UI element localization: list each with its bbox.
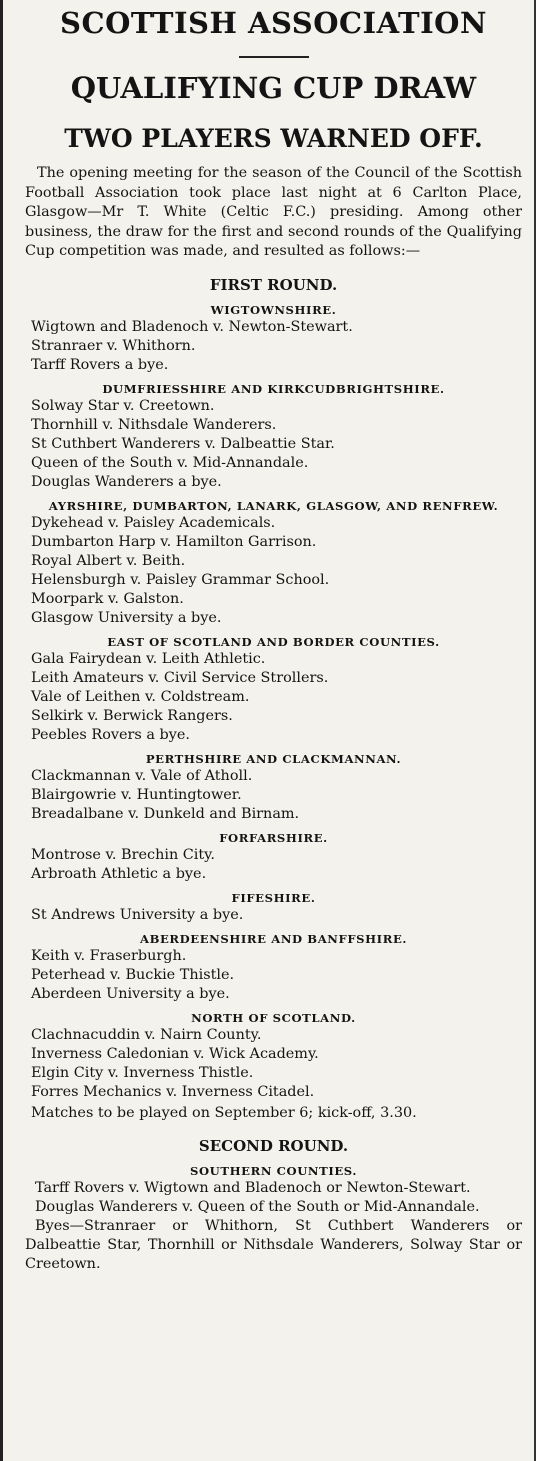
fixture: Arbroath Athletic a bye. (31, 865, 207, 882)
article-title: SCOTTISH ASSOCIATION (60, 6, 487, 40)
fixture: Elgin City v. Inverness Thistle. (31, 1064, 254, 1081)
section-ayrshire (25, 498, 522, 628)
section-perthshire (25, 751, 522, 824)
second-round-fixture: Douglas Wanderers v. Queen of the South or Mid-Annandale. (35, 1198, 480, 1215)
fixture: St Cuthbert Wanderers v. Dalbeattie Star. (31, 435, 335, 452)
first-round-heading: FIRST ROUND. (209, 275, 338, 294)
fixture: Dykehead v. Paisley Academicals. (31, 514, 276, 531)
fixture: Forres Mechanics v. Inverness Citadel. (31, 1083, 315, 1100)
section-heading: FIFESHIRE. (231, 890, 316, 905)
section-forfarshire (25, 830, 522, 884)
article-headline: TWO PLAYERS WARNED OFF. (64, 124, 483, 153)
fixture: Breadalbane v. Dunkeld and Birnam. (31, 805, 300, 822)
fixture: Clachnacuddin v. Nairn County. (31, 1026, 262, 1043)
intro-paragraph: The opening meeting for the season of the Council of the Scottish Football Association took place last night at 6 Carlton Place, Glasgow—Mr T. White (Celtic F.C.) presiding. Among other business, the draw for the first and second rounds of the Qualifying Cup competition was made, and resulted as follows:— (25, 165, 522, 259)
fixture: Thornhill v. Nithsdale Wanderers. (31, 416, 277, 433)
article-subtitle: QUALIFYING CUP DRAW (70, 71, 477, 105)
section-heading: AYRSHIRE, DUMBARTON, LANARK, GLASGOW, AND RENFREW. (48, 498, 499, 513)
fixture: Keith v. Fraserburgh. (31, 947, 187, 964)
section-heading: ABERDEENSHIRE AND BANFFSHIRE. (139, 931, 408, 946)
fixture: Selkirk v. Berwick Rangers. (31, 707, 233, 724)
fixture: Peterhead v. Buckie Thistle. (31, 966, 235, 983)
fixture: Tarff Rovers a bye. (31, 356, 169, 373)
fixture: Solway Star v. Creetown. (31, 397, 215, 414)
fixture: Clackmannan v. Vale of Atholl. (31, 767, 253, 784)
section-wigtownshire (25, 302, 522, 375)
fixture: Aberdeen University a bye. (31, 985, 230, 1002)
fixture: Helensburgh v. Paisley Grammar School. (31, 571, 330, 588)
fixture: Wigtown and Bladenoch v. Newton-Stewart. (31, 318, 353, 335)
section-southern-counties: SOUTHERN COUNTIES. (190, 1163, 357, 1178)
fixture: Moorpark v. Galston. (31, 590, 184, 607)
section-heading: NORTH OF SCOTLAND. (191, 1010, 356, 1025)
section-aberdeenshire (25, 931, 522, 1004)
section-fifeshire (25, 890, 522, 925)
fixture: Vale of Leithen v. Coldstream. (31, 688, 250, 705)
section-heading: FORFARSHIRE. (219, 830, 328, 845)
second-round-byes: Byes—Stranraer or Whithorn, St Cuthbert Wanderers or Dalbeattie Star, Thornhill or Nithsdale Wanderers, Solway Star or Creetown. (25, 1217, 522, 1272)
fixture: Gala Fairydean v. Leith Athletic. (31, 650, 266, 667)
fixture: Inverness Caledonian v. Wick Academy. (31, 1045, 319, 1062)
fixture: Peebles Rovers a bye. (31, 726, 190, 743)
fixture: St Andrews University a bye. (31, 906, 244, 923)
section-dumfriesshire (25, 381, 522, 492)
fixture: Glasgow University a bye. (31, 609, 222, 626)
section-heading: EAST OF SCOTLAND AND BORDER COUNTIES. (107, 634, 440, 649)
section-north-of-scotland (25, 1010, 522, 1102)
fixture: Dumbarton Harp v. Hamilton Garrison. (31, 533, 317, 550)
fixture: Queen of the South v. Mid-Annandale. (31, 454, 309, 471)
second-round-heading: SECOND ROUND. (198, 1136, 349, 1155)
fixture: Montrose v. Brechin City. (31, 846, 215, 863)
fixture: Leith Amateurs v. Civil Service Strollers. (31, 669, 329, 686)
fixture: Stranraer v. Whithorn. (31, 337, 196, 354)
kickoff-note: Matches to be played on September 6; kick-off, 3.30. (31, 1104, 417, 1121)
fixture: Blairgowrie v. Huntingtower. (31, 786, 242, 803)
section-heading: WIGTOWNSHIRE. (210, 302, 337, 317)
section-heading: PERTHSHIRE AND CLACKMANNAN. (145, 751, 402, 766)
fixture: Douglas Wanderers a bye. (31, 473, 222, 490)
fixture: Royal Albert v. Beith. (31, 552, 186, 569)
second-round-fixture: Tarff Rovers v. Wigtown and Bladenoch or Newton-Stewart. (35, 1179, 471, 1196)
section-east-of-scotland (25, 634, 522, 745)
section-heading: DUMFRIESSHIRE AND KIRKCUDBRIGHTSHIRE. (102, 381, 445, 396)
title-divider (239, 56, 309, 58)
